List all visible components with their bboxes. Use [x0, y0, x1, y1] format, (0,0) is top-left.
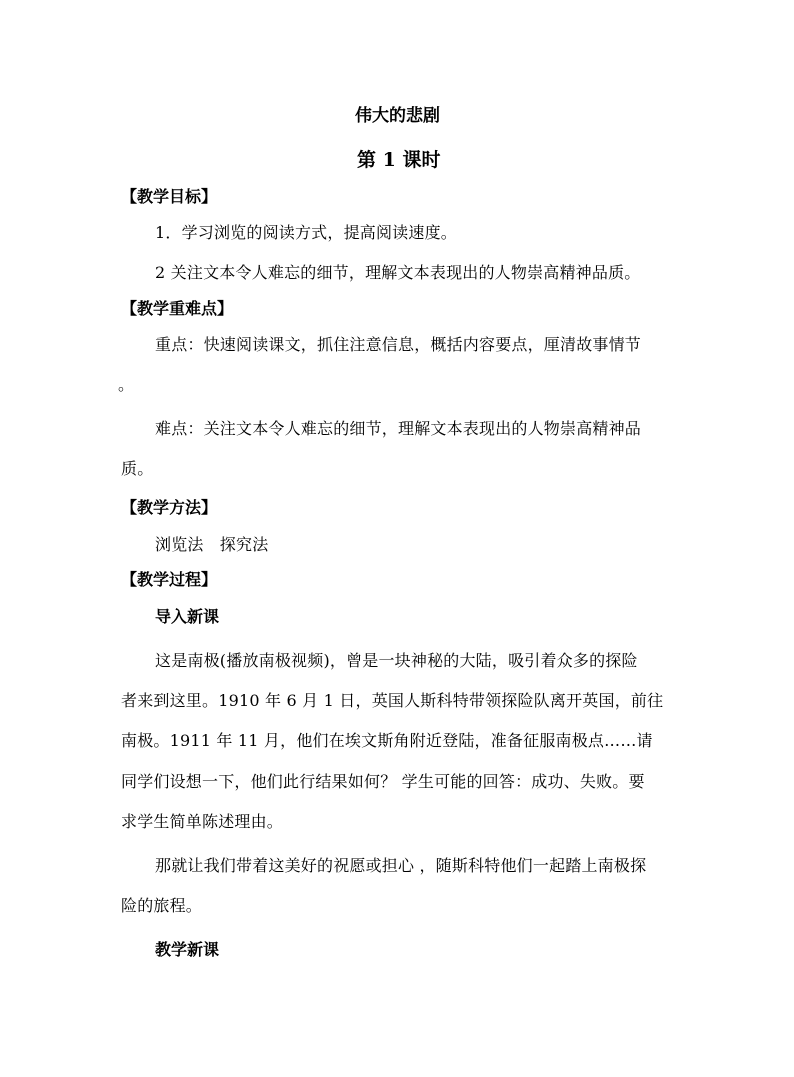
methods-text: 浏览法 探究法 [155, 535, 269, 554]
difficulty-text-line: 质。 [121, 459, 154, 478]
closing-paragraph-line: 险的旅程。 [121, 896, 203, 915]
difficulty-text-line: 难点：关注文本令人难忘的细节，理解文本表现出的人物崇高精神品 [155, 419, 642, 438]
intro-paragraph-line: 这是南极(播放南极视频)，曾是一块神秘的大陆，吸引着众多的探险 [155, 651, 638, 670]
closing-paragraph-line: 那就让我们带着这美好的祝愿或担心 ，随斯科特他们一起踏上南极探 [155, 856, 647, 875]
heading-key-points: 【教学重难点】 [121, 299, 234, 318]
intro-paragraph-line: 者来到这里。1910 年 6 月 1 日，英国人斯科特带领探险队离开英国，前往 [121, 691, 664, 710]
intro-paragraph-line: 求学生简单陈述理由。 [121, 812, 284, 831]
document-subtitle: 第 1 课时 [357, 149, 441, 171]
document-title: 伟大的悲剧 [355, 106, 440, 126]
focus-text-line: 重点：快速阅读课文，抓住注意信息，概括内容要点，厘清故事情节 [155, 335, 642, 354]
objective-item: 1．学习浏览的阅读方式，提高阅读速度。 [155, 223, 457, 242]
new-lesson-heading: 教学新课 [155, 940, 220, 959]
intro-heading: 导入新课 [155, 607, 220, 626]
objective-item: 2 关注文本令人难忘的细节，理解文本表现出的人物崇高精神品质。 [155, 263, 641, 282]
heading-methods: 【教学方法】 [121, 498, 218, 517]
intro-paragraph-line: 南极。1911 年 11 月，他们在埃文斯角附近登陆，准备征服南极点……请 [121, 731, 653, 750]
heading-process: 【教学过程】 [121, 570, 218, 589]
heading-objectives: 【教学目标】 [121, 187, 218, 206]
intro-paragraph-line: 同学们设想一下，他们此行结果如何？ 学生可能的回答：成功、失败。要 [121, 772, 645, 791]
focus-text-line: 。 [118, 375, 135, 394]
